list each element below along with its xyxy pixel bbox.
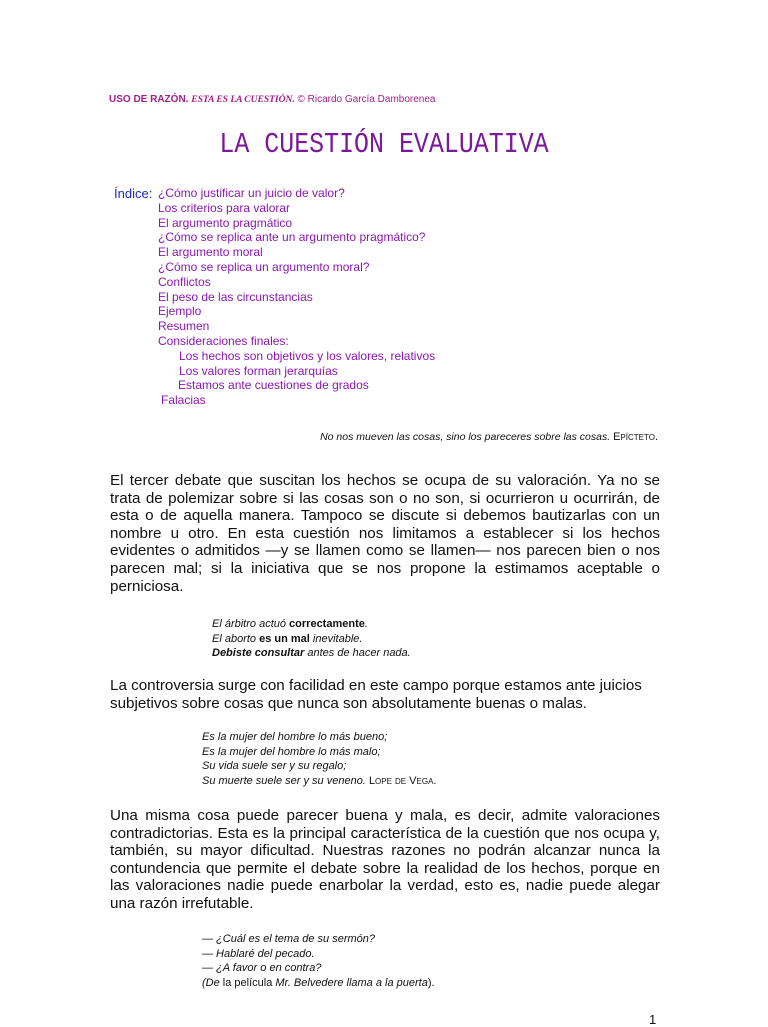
header-book-title: ESTA ES LA CUESTIÓN. (191, 95, 295, 105)
toc-item[interactable]: Falacias (161, 393, 206, 408)
source-open: (De (202, 976, 220, 989)
poem-line: Es la mujer del hombre lo más bueno; (202, 731, 388, 743)
toc-item[interactable]: Ejemplo (158, 304, 202, 319)
toc-item[interactable]: Conflictos (158, 274, 211, 289)
example-text: . (364, 618, 368, 630)
toc-item[interactable]: ¿Cómo justificar un juicio de valor? (158, 186, 345, 200)
example-text: inevitable. (309, 632, 363, 645)
toc-item[interactable]: El argumento moral (158, 245, 263, 260)
poem-line (202, 774, 436, 789)
poem-quote (202, 730, 436, 788)
source-close: ). (427, 976, 435, 989)
table-of-contents (158, 186, 435, 408)
dialogue-line: — ¿A favor o en contra? (202, 962, 322, 974)
toc-subitem[interactable]: Estamos ante cuestiones de grados (178, 378, 369, 393)
example-sentences (212, 617, 411, 661)
header-series: USO DE RAZÓN. (109, 94, 189, 105)
example-line (212, 617, 411, 632)
example-text: antes de hacer nada. (304, 647, 411, 659)
body-paragraph: El tercer debate que suscitan los hechos se ocupa de su valoración. Ya no se trata de polemizar sobre si las cosas son o no son, si ocurrieron u ocurrirán, de esta o de aquella manera. Tampoco se discute si debemos bautizarlas con un nombre u otro. En esta cuestión nos limitamos a establecer si los hechos evidentes o admitidos —y se llamen como se llamen— nos parecen bien o nos parecen mal; si la iniciativa que se nos propone la estimamos aceptable o perniciosa. (110, 472, 660, 595)
example-text: El árbitro actuó (212, 618, 290, 630)
poem-line-text: Su muerte suele ser y su veneno. (202, 774, 366, 787)
poem-line: Su vida suele ser y su regalo; (202, 760, 347, 772)
example-line (212, 632, 411, 647)
poem-author: Lope de Vega. (368, 774, 437, 787)
dialogue-quote (202, 932, 435, 990)
toc-subitem[interactable]: Los hechos son objetivos y los valores, relativos (179, 348, 436, 363)
index-label: Índice: (114, 186, 153, 201)
dialogue-line: — Hablaré del pecado. (202, 947, 315, 960)
toc-subitem[interactable]: Los valores forman jerarquías (179, 363, 338, 378)
film-title: Mr. Belvedere llama a la puerta (275, 976, 428, 989)
toc-item[interactable]: Resumen (158, 319, 210, 334)
epigraph (320, 431, 658, 443)
example-emphasis: es un mal (259, 632, 310, 645)
dialogue-source (202, 976, 435, 991)
page-title: LA CUESTIÓN EVALUATIVA (219, 128, 549, 161)
page-number: 1 (649, 1012, 657, 1027)
toc-item[interactable]: ¿Cómo se replica ante un argumento pragmático? (158, 230, 426, 245)
poem-line: Es la mujer del hombre lo más malo; (202, 745, 381, 758)
dialogue-line: — ¿Cuál es el tema de su sermón? (202, 933, 376, 945)
example-line (212, 646, 411, 661)
epigraph-author: Epícteto. (613, 431, 658, 443)
running-header (109, 94, 435, 105)
toc-item[interactable]: Consideraciones finales: (158, 333, 289, 348)
example-emphasis: correctamente (289, 618, 365, 630)
toc-item[interactable]: El argumento pragmático (158, 215, 293, 230)
body-paragraph: La controversia surge con facilidad en este campo porque estamos ante juicios subjetivos sobre cosas que nunca son absolutamente buenas o malas. (110, 677, 642, 712)
epigraph-text: No nos mueven las cosas, sino los pareceres sobre las cosas. (320, 431, 611, 443)
example-emphasis: Debiste consultar (212, 647, 305, 659)
toc-item[interactable]: El peso de las circunstancias (158, 289, 313, 304)
body-paragraph: Una misma cosa puede parecer buena y mala, es decir, admite valoraciones contradictorias. Esta es la principal característica de la cuestión que nos ocupa y, también, su mayor dificultad. Nuestras razones no podrán alcanzar nunca la contundencia que permite el debate sobre la realidad de los hechos, porque en las valoraciones nadie puede enarbolar la verdad, esto es, nadie puede alegar una razón irrefutable. (110, 807, 660, 912)
toc-item[interactable]: Los criterios para valorar (158, 200, 291, 215)
example-text: El aborto (212, 632, 260, 645)
header-copyright: © Ricardo García Damborenea (297, 94, 436, 105)
source-text: la película (219, 976, 276, 989)
toc-item[interactable]: ¿Cómo se replica un argumento moral? (158, 259, 370, 274)
